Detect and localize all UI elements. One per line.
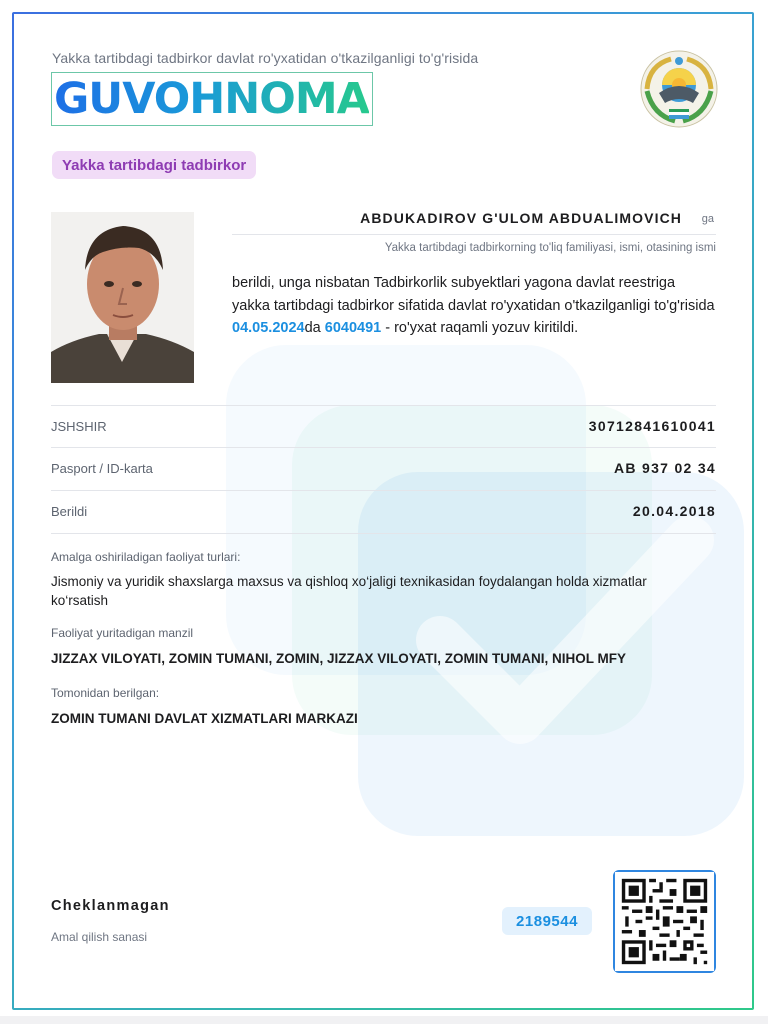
- field-row-passport: [51, 447, 716, 490]
- field-value: 20.04.2018: [632, 503, 716, 519]
- issuer-label: Tomonidan berilgan:: [51, 686, 160, 700]
- name-underline: [232, 234, 716, 235]
- holder-name-suffix: ga: [701, 213, 714, 225]
- statement-text-1: berildi, unga nisbatan Tadbirkorlik subyektlari yagona davlat reestriga yakka tartibdagi tadbirkor sifatida davlat ro'yxatidan o'tkazilganligi to'g'risida: [232, 275, 715, 314]
- certificate-code-badge: 2189544: [502, 907, 592, 935]
- field-label: JSHSHIR: [51, 419, 107, 434]
- registration-date: 04.05.2024: [232, 320, 305, 336]
- holder-name-row: [232, 208, 716, 234]
- entrepreneur-type-badge: Yakka tartibdagi tadbirkor: [52, 151, 256, 179]
- holder-name: ABDUKADIROV G'ULOM ABDUALIMOVICH: [360, 210, 682, 226]
- holder-name-caption: Yakka tartibdagi tadbirkorning to'liq familiyasi, ismi, otasining ismi: [384, 242, 716, 254]
- issuer-value: ZOMIN TUMANI DAVLAT XIZMATLARI MARKAZI: [51, 711, 358, 726]
- state-emblem-icon: [639, 49, 719, 129]
- fields-divider: [51, 533, 716, 534]
- activity-label: Amalga oshiriladigan faoliyat turlari:: [51, 550, 241, 564]
- field-value: AB 937 02 34: [614, 460, 716, 476]
- field-label: Pasport / ID-karta: [51, 461, 153, 476]
- document-subtitle: Yakka tartibdagi tadbirkor davlat ro'yxatidan o'tkazilganligi to'g'risida: [52, 50, 479, 66]
- statement-text-3: - ro'yxat raqamli yozuv kiritildi.: [381, 320, 579, 336]
- qr-code-icon: [615, 872, 714, 971]
- field-row-issued: [51, 490, 716, 533]
- qr-code[interactable]: [613, 870, 716, 973]
- validity-value: Cheklanmagan: [51, 898, 170, 914]
- document-title-box: [51, 72, 373, 126]
- registration-number: 6040491: [324, 320, 382, 336]
- field-label: Berildi: [51, 504, 88, 519]
- activity-value: Jismoniy va yuridik shaxslarga maxsus va qishloq xo‘jaligi texnikasidan foydalangan holda xizmatlar ko‘rsatish: [51, 574, 647, 608]
- registration-statement: [232, 272, 716, 340]
- statement-text-2: da: [304, 320, 325, 336]
- address-label: Faoliyat yuritadigan manzil: [51, 626, 194, 640]
- portrait-photo: [51, 212, 194, 383]
- address-value: JIZZAX VILOYATI, ZOMIN TUMANI, ZOMIN, JIZZAX VILOYATI, ZOMIN TUMANI, NIHOL MFY: [51, 651, 627, 666]
- document-title: GUVOHNOMA: [54, 73, 369, 124]
- field-value: 30712841610041: [588, 418, 716, 434]
- page-bottom-strip: [0, 1016, 768, 1024]
- validity-caption: Amal qilish sanasi: [51, 930, 148, 944]
- field-row-jshshir: [51, 405, 716, 448]
